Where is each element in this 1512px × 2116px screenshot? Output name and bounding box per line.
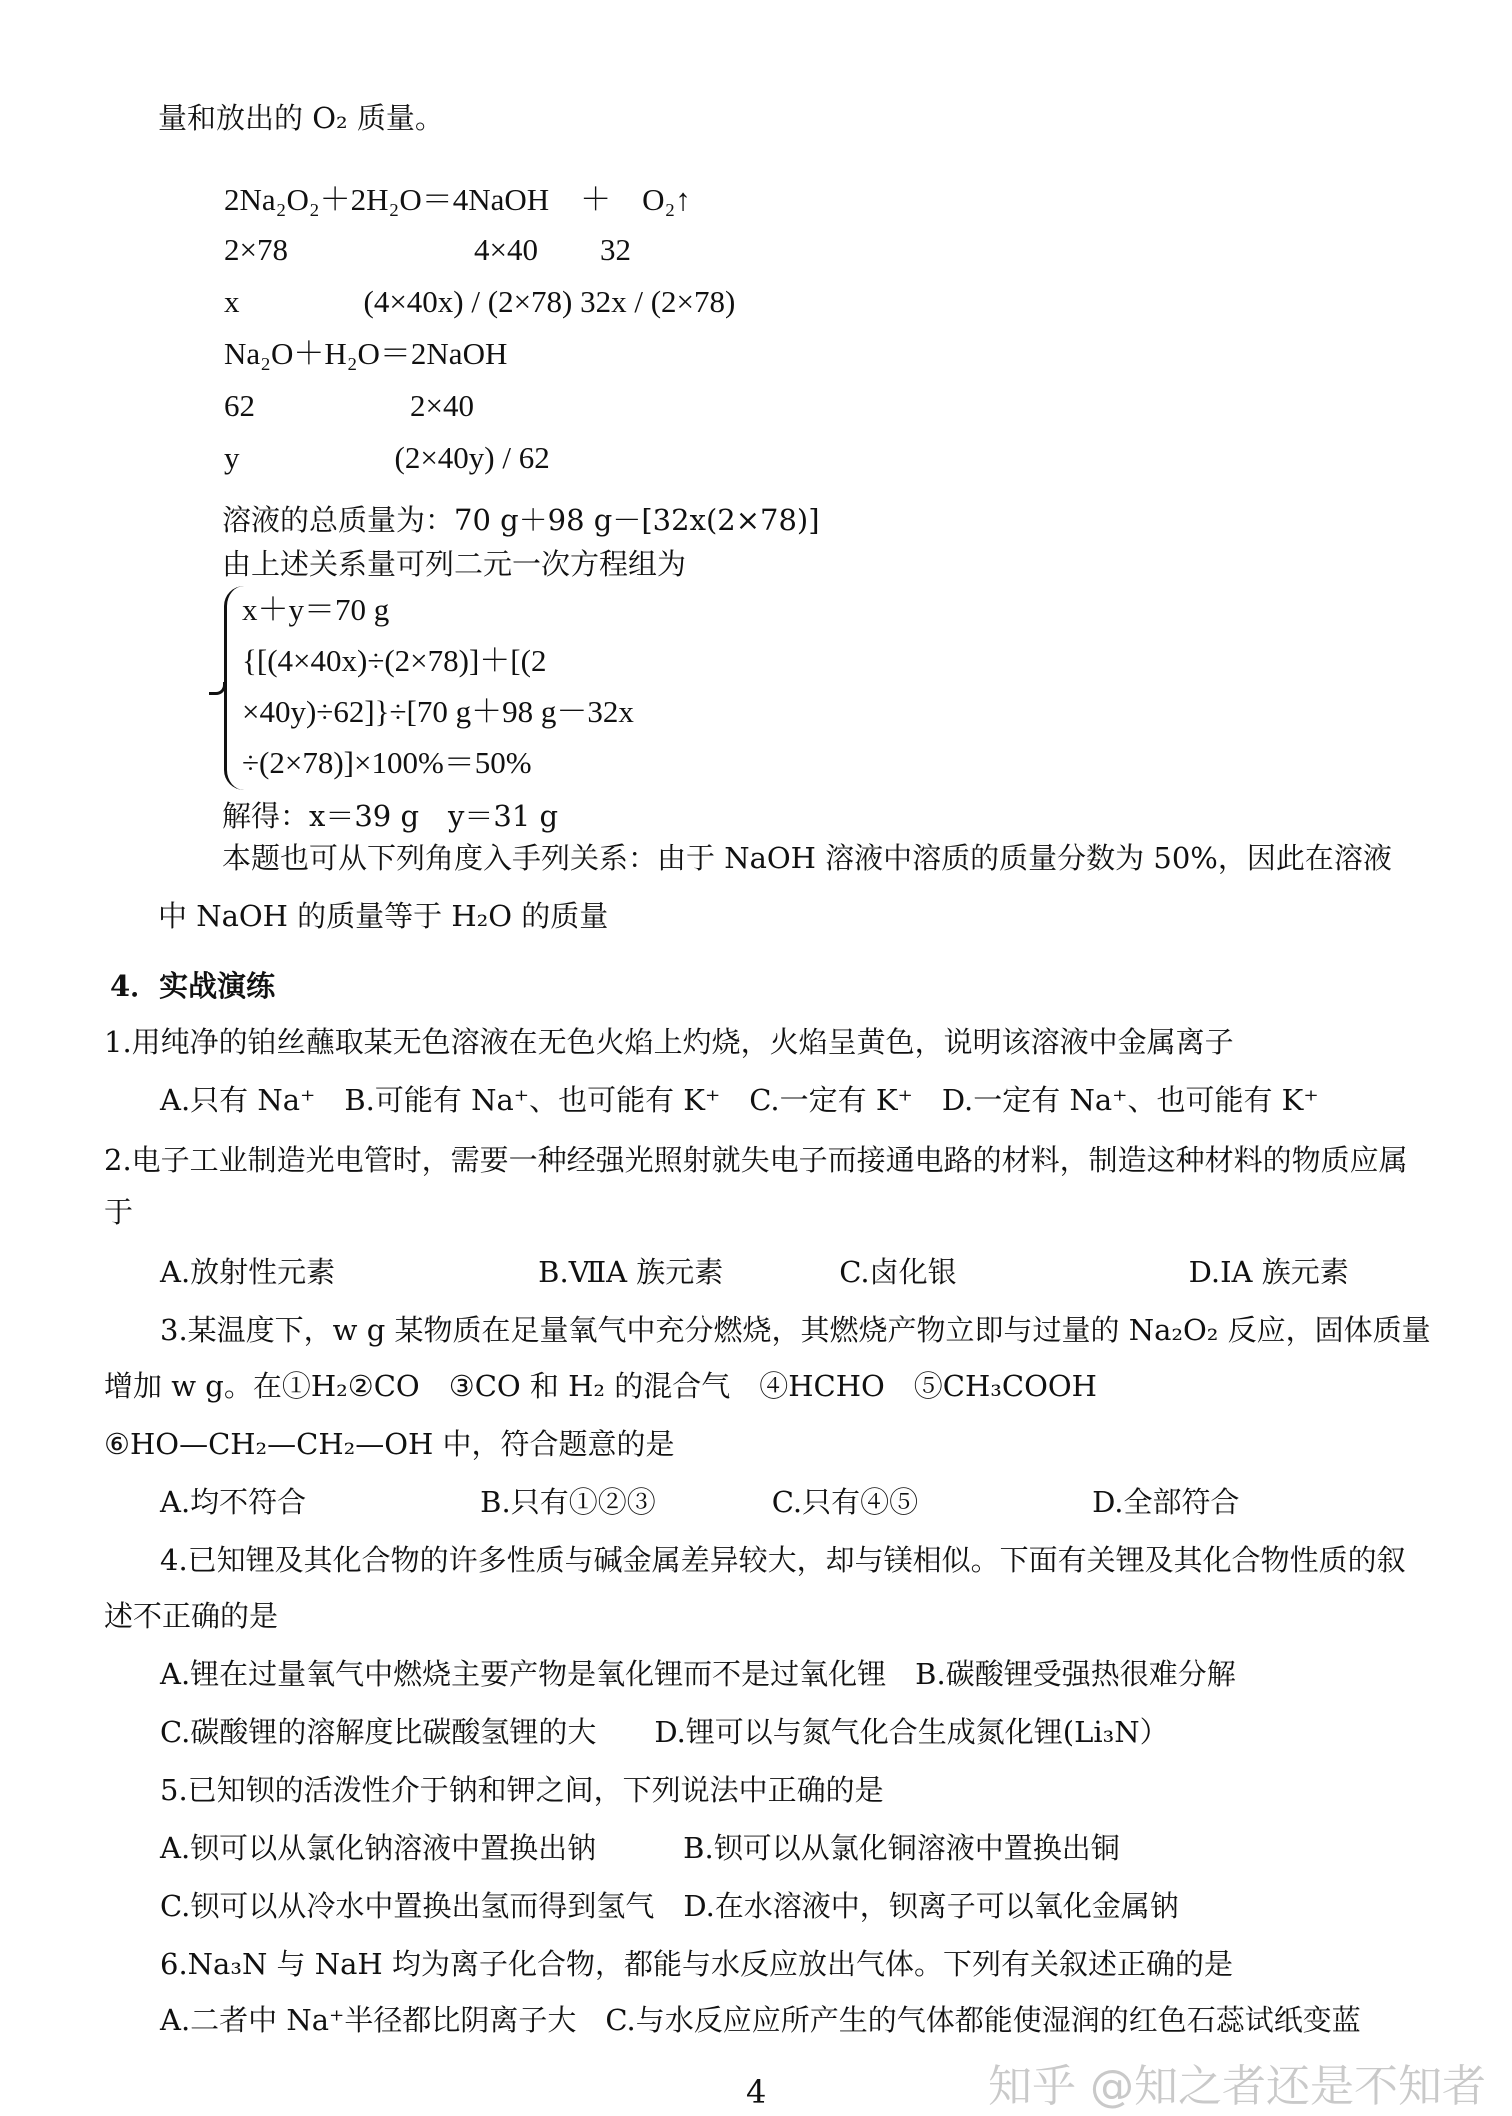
question-text: 于 (104, 1195, 134, 1229)
answer-options: C.碳酸锂的溶解度比碳酸氢锂的大 D.锂可以与氮气化合生成氮化锂(Li₃N） (160, 1715, 1169, 1749)
question-text: 述不正确的是 (104, 1599, 279, 1633)
question-text: 4.已知锂及其化合物的许多性质与碱金属差异较大，却与镁相似。下面有关锂及其化合物性质的叙 (160, 1543, 1406, 1577)
section-heading: 4．实战演练 (110, 969, 276, 1003)
question-text: 6.Na₃N 与 NaH 均为离子化合物，都能与水反应放出气体。下列有关叙述正确的是 (160, 1947, 1233, 1981)
equation-line: 2×78 4×40 32 (224, 232, 631, 267)
watermark: 知乎 @知之者还是不知者 (988, 2061, 1486, 2112)
answer-options: A.均不符合 B.只有①②③ C.只有④⑤ D.全部符合 (160, 1485, 1240, 1519)
text-line: 由上述关系量可列二元一次方程组为 (222, 547, 687, 581)
text-line: 中 NaOH 的质量等于 H₂O 的质量 (158, 899, 609, 933)
equation-line: 62 2×40 (224, 388, 474, 423)
text-line: 解得：x＝39 g y＝31 g (222, 799, 559, 833)
question-text: 2.电子工业制造光电管时，需要一种经强光照射就失电子而接通电路的材料，制造这种材料的物质应属 (104, 1143, 1408, 1177)
equation-line: Na₂O＋H₂O＝2NaOH (224, 336, 508, 371)
question-text: 增加 w g。在①H₂②CO ③CO 和 H₂ 的混合气 ④HCHO ⑤CH₃COOH (104, 1369, 1097, 1403)
question-text: 3.某温度下，w g 某物质在足量氧气中充分燃烧，其燃烧产物立即与过量的 Na₂O₂ 反应，固体质量 (160, 1313, 1431, 1347)
equation-line: ×40y)÷62]}÷[70 g＋98 g－32x (242, 694, 634, 729)
answer-options: A.二者中 Na⁺半径都比阴离子大 C.与水反应应所产生的气体都能使湿润的红色石蕊试纸变蓝 (160, 2003, 1361, 2037)
answer-options: C.钡可以从冷水中置换出氢而得到氢气 D.在水溶液中，钡离子可以氧化金属钠 (160, 1889, 1179, 1923)
question-text: 5.已知钡的活泼性介于钠和钾之间，下列说法中正确的是 (160, 1773, 884, 1807)
equation-line: 2Na₂O₂＋2H₂O＝4NaOH ＋ O₂↑ (224, 182, 691, 217)
answer-options: A.锂在过量氧气中燃烧主要产物是氧化锂而不是过氧化锂 B.碳酸锂受强热很难分解 (160, 1657, 1236, 1691)
equation-line: x＋y＝70 g (242, 592, 390, 627)
question-text: 1.用纯净的铂丝蘸取某无色溶液在无色火焰上灼烧，火焰呈黄色，说明该溶液中金属离子 (104, 1025, 1234, 1059)
answer-options: A.放射性元素 B.ⅦA 族元素 C.卤化银 D.ⅠA 族元素 (160, 1255, 1349, 1289)
equation-line: ÷(2×78)]×100%＝50% (242, 745, 532, 780)
page-number: 4 (746, 2073, 767, 2111)
equation-line: {[(4×40x)÷(2×78)]＋[(2 (242, 643, 547, 678)
answer-options: A.钡可以从氯化钠溶液中置换出钠 B.钡可以从氯化铜溶液中置换出铜 (160, 1831, 1120, 1865)
question-text: ⑥HO—CH₂—CH₂—OH 中，符合题意的是 (104, 1427, 675, 1461)
text-line: 本题也可从下列角度入手列关系：由于 NaOH 溶液中溶质的质量分数为 50%，因此在溶液 (222, 841, 1392, 875)
text-line: 量和放出的 O₂ 质量。 (158, 101, 444, 135)
equation-line: y (2×40y) / 62 (224, 440, 550, 475)
equation-line: x (4×40x) / (2×78) 32x / (2×78) (224, 284, 736, 319)
text-line: 溶液的总质量为：70 g＋98 g－[32x(2×78)] (222, 503, 820, 537)
answer-options: A.只有 Na⁺ B.可能有 Na⁺、也可能有 K⁺ C.一定有 K⁺ D.一定有 Na⁺、也可能有 K⁺ (160, 1083, 1319, 1117)
